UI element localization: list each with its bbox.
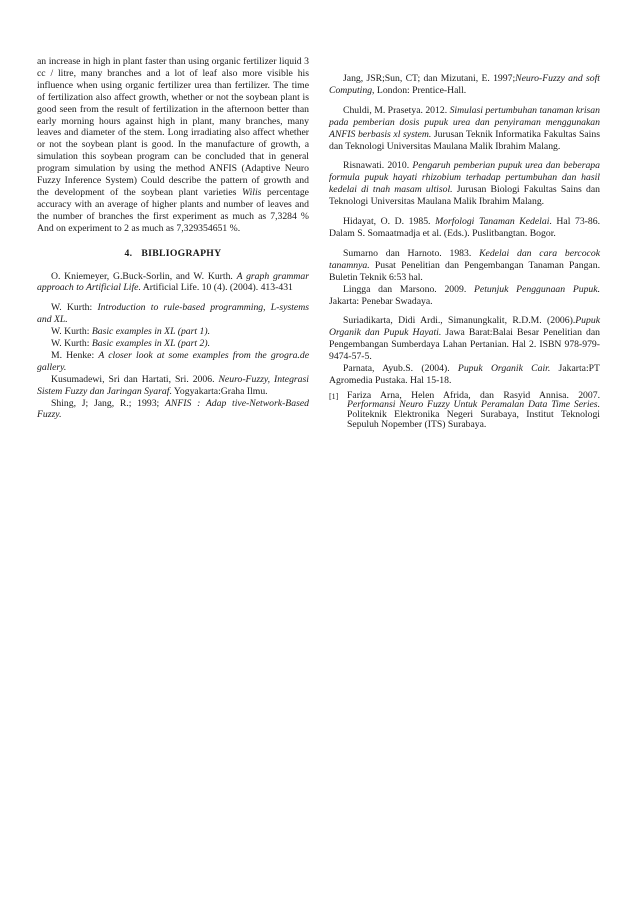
reference-entry: Hidayat, O. D. 1985. Morfologi Tanaman Kedelai. Hal 73-86. Dalam S. Somaatmadja et al. (Eds.). Puslitbangtan. Bogor. [329,216,600,239]
reference-entry: Shing, J; Jang, R.; 1993; ANFIS : Adap tive-Network-Based Fuzzy. [37,397,309,421]
reference-entry: Risnawati. 2010. Pengaruh pemberian pupuk urea dan beberapa formula pupuk hayati rhizobium terhadap pertumbuhan dan hasil kedelai di tnah masam ultisol. Jurusan Biologi Fakultas Sains dan Teknologi Universitas Maulana Malik Ibrahim Malang. [329,160,600,208]
reference-entry: Lingga dan Marsono. 2009. Petunjuk Penggunaan Pupuk. Jakarta: Penebar Swadaya. [329,283,600,307]
reference-entry: Parnata, Ayub.S. (2004). Pupuk Organik Cair. Jakarta:PT Agromedia Pustaka. Hal 15-18. [329,363,600,386]
section-heading [37,248,309,260]
reference-entry: W. Kurth: Basic examples in XL (part 1). [51,326,211,338]
reference-entry: W. Kurth: Introduction to rule-based programming, L-systems and XL. [37,302,309,326]
reference-entry: Chuldi, M. Prasetya. 2012. Simulasi pertumbuhan tanaman krisan pada pemberian dosis pupuk urea dan penyiraman menggunakan ANFIS berbasis xl system. Jurusan Teknik Informatika Fakultas Sains dan Teknologi Universitas Maulana Malik Ibrahim Malang. [329,104,600,152]
right-column [329,56,600,429]
reference-entry: Suriadikarta, Didi Ardi., Simanungkalit, R.D.M. (2006).Pupuk Organik dan Pupuk Hayati. Jawa Barat:Balai Besar Penelitian dan Pengembangan Sumberdaya Lahan Pertanian. Hal 2. ISBN 978-979-9474-57-5. [329,315,601,363]
section-title: BIBLIOGRAPHY [141,247,222,259]
conclusion-paragraph: an increase in high in plant faster than using organic fertilizer liquid 3 cc / litre, many branches and a lot of leaf also more visible his influence when using organic fertilizer urea than fertilizer. The time of fertilization also affect growth, whether or not the soybean plant is good seen from the result of fertilization in the afternoon better than early morning hours against high in plant, many branches, many leaves and diameter of the stem. Long irradiating also affect whether or not the soybean plant is good. In the manufacture of growth, a simulation this soybean program can be concluded that in general program simulation by using the method ANFIS (Adaptive Neuro Fuzzy Inference System) Could describe the pattern of growth and the development of the soybean plant varieties Wilis percentage accuracy with an average of higher plants and number of leaves and the number of branches the first experiment as much as 7,3284 % And on experiment to 2 as much as 7,329354651 %. [37,56,309,234]
reference-entry: W. Kurth: Basic examples in XL (part 2). [51,338,211,350]
left-column [37,56,309,421]
reference-entry: Sumarno dan Harnoto. 1983. Kedelai dan cara bercocok tanamnya. Pusat Penelitian dan Pengembangan Tanaman Pangan. Buletin Teknik 6:53 hal. [329,247,600,283]
section-number: 4. [124,247,133,259]
reference-entry: Kusumadewi, Sri dan Hartati, Sri. 2006. Neuro-Fuzzy, Integrasi Sistem Fuzzy dan Jaringan Syaraf. Yogyakarta:Graha Ilmu. [37,373,309,397]
reference-entry: M. Henke: A closer look at some examples from the grogra.de gallery. [37,349,309,373]
reference-number: [1] [329,391,339,401]
reference-entry: Jang, JSR;Sun, CT; dan Mizutani, E. 1997;Neuro-Fuzzy and soft Computing, London: Prentice-Hall. [329,73,600,96]
variety-name: Wilis [242,186,262,198]
reference-entry: O. Kniemeyer, G.Buck-Sorlin, and W. Kurth. A graph grammar approach to Artificial Life. Artificial Life. 10 (4). (2004). 413-431 [37,270,310,294]
numbered-reference-entry: [1] Fariza Arna, Helen Afrida, dan Rasyid Annisa. 2007. Performansi Neuro Fuzzy Untuk Peramalan Data Time Series. Politeknik Elektronika Negeri Surabaya, Institut Teknologi Sepuluh Nopember (ITS) Surabaya. [329,389,600,430]
